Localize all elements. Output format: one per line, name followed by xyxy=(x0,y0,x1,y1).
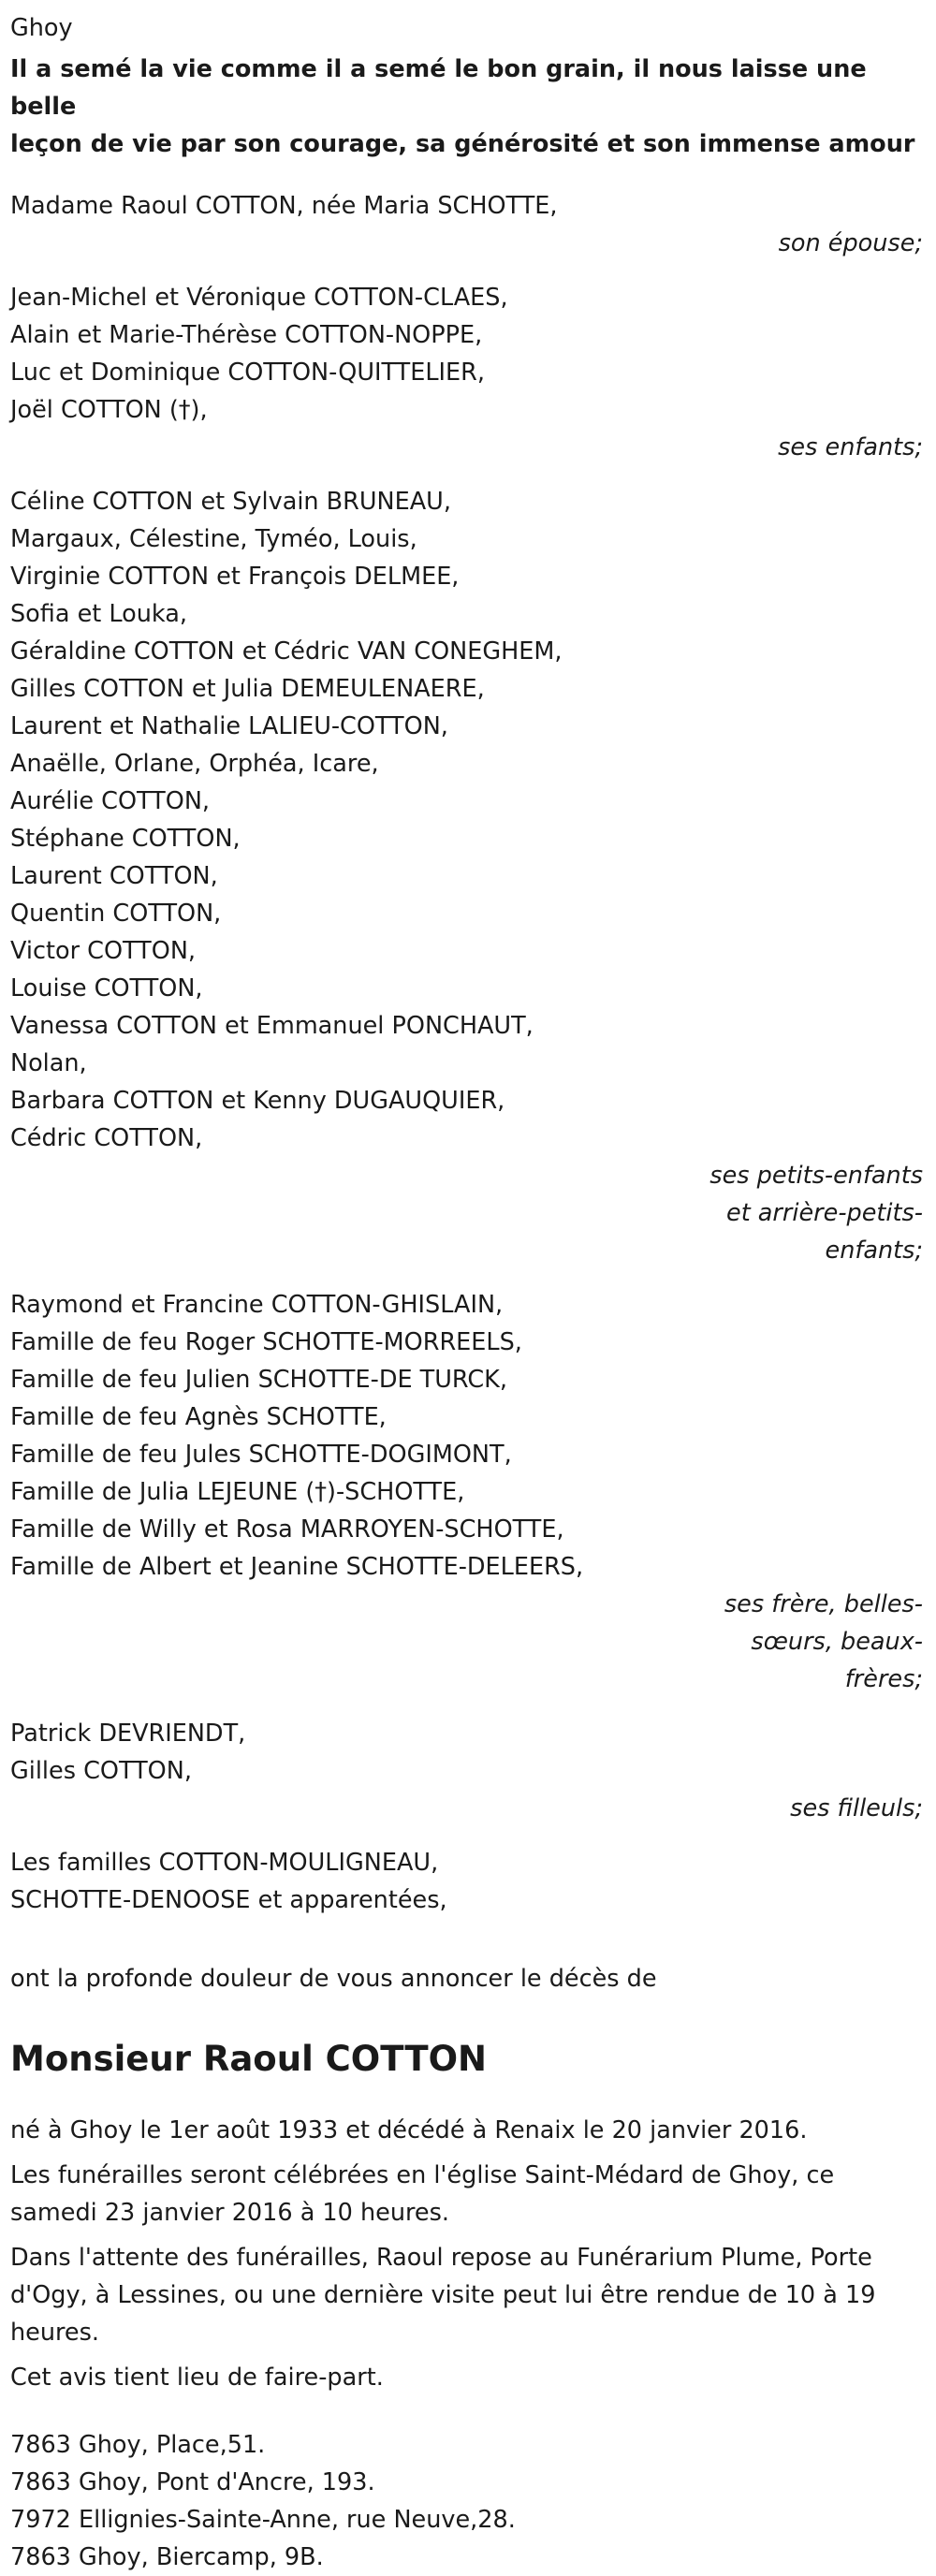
family-member-line: Nolan, xyxy=(10,1049,87,1077)
family-member-line: Famille de feu Julien SCHOTTE-DE TURCK, xyxy=(10,1366,507,1394)
siblings-block xyxy=(10,1286,925,1698)
family-member-line: Famille de Albert et Jeanine SCHOTTE-DELEERS, xyxy=(10,1553,584,1581)
spouse-block xyxy=(10,187,925,262)
family-member-line: Gilles COTTON et Julia DEMEULENAERE, xyxy=(10,675,485,703)
role-line: enfants; xyxy=(825,1237,923,1265)
family-member-line: Cédric COTTON, xyxy=(10,1124,203,1152)
address-line: 7863 Ghoy, Pont d'Ancre, 193. xyxy=(10,2468,375,2496)
family-member-line: Victor COTTON, xyxy=(10,937,197,965)
address-line: 7863 Ghoy, Biercamp, 9B. xyxy=(10,2543,324,2571)
family-member-line: Margaux, Célestine, Tyméo, Louis, xyxy=(10,525,417,553)
role-line: sœurs, beaux- xyxy=(751,1628,923,1656)
detail-paragraph: Les funérailles seront célébrées en l'église Saint-Médard de Ghoy, ce samedi 23 janvier 2016 à 10 heures. xyxy=(10,2161,835,2227)
family-member-line: Louise COTTON, xyxy=(10,974,203,1003)
grandchildren-block xyxy=(10,483,925,1269)
city-heading: Ghoy xyxy=(10,14,73,42)
epitaph-line-2: leçon de vie par son courage, sa générosité et son immense amour xyxy=(10,130,915,158)
family-member-line: Les familles COTTON-MOULIGNEAU, xyxy=(10,1849,439,1877)
family-member-line: Luc et Dominique COTTON-QUITTELIER, xyxy=(10,359,485,387)
family-member-line: Joël COTTON (†), xyxy=(10,396,208,424)
role-line: ses frère, belles- xyxy=(724,1590,923,1618)
godchildren-role: ses filleuls; xyxy=(790,1794,923,1822)
epitaph-line-1: Il a semé la vie comme il a semé le bon grain, il nous laisse une belle xyxy=(10,55,867,121)
family-member-line: Laurent COTTON, xyxy=(10,862,218,890)
family-member-line: SCHOTTE-DENOOSE et apparentées, xyxy=(10,1886,447,1914)
family-member-line: Famille de feu Roger SCHOTTE-MORREELS, xyxy=(10,1328,522,1356)
role-line: et arrière-petits- xyxy=(726,1199,923,1227)
family-member-line: Stéphane COTTON, xyxy=(10,825,241,853)
family-member-line: Madame Raoul COTTON, née Maria SCHOTTE, xyxy=(10,192,558,220)
other-families-block xyxy=(10,1844,925,1919)
grandchildren-role xyxy=(10,1157,925,1269)
detail-paragraph: Dans l'attente des funérailles, Raoul repose au Funérarium Plume, Porte d'Ogy, à Lessines, ou une dernière visite peut lui être rendue de 10 à 19 heures. xyxy=(10,2244,876,2347)
family-member-line: Sofia et Louka, xyxy=(10,600,187,628)
family-member-line: Anaëlle, Orlane, Orphéa, Icare, xyxy=(10,750,379,778)
family-member-line: Famille de feu Jules SCHOTTE-DOGIMONT, xyxy=(10,1441,512,1469)
family-member-line: Virginie COTTON et François DELMEE, xyxy=(10,563,460,591)
family-member-line: Famille de Julia LEJEUNE (†)-SCHOTTE, xyxy=(10,1478,465,1506)
addresses-block xyxy=(10,2426,925,2576)
announcement-text: ont la profonde douleur de vous annoncer le décès de xyxy=(10,1965,657,1993)
siblings-role xyxy=(10,1586,925,1698)
family-member-line: Jean-Michel et Véronique COTTON-CLAES, xyxy=(10,284,508,312)
role-line: frères; xyxy=(844,1665,923,1693)
family-member-line: Aurélie COTTON, xyxy=(10,787,211,815)
role-line: ses petits-enfants xyxy=(709,1162,923,1190)
family-member-line: Gilles COTTON, xyxy=(10,1757,192,1785)
family-member-line: Laurent et Nathalie LALIEU-COTTON, xyxy=(10,712,448,740)
deceased-name: Monsieur Raoul COTTON xyxy=(10,2039,487,2079)
address-line: 7972 Ellignies-Sainte-Anne, rue Neuve,28. xyxy=(10,2506,516,2534)
spouse-role: son épouse; xyxy=(778,229,923,257)
details-block xyxy=(10,2112,925,2396)
family-member-line: Barbara COTTON et Kenny DUGAUQUIER, xyxy=(10,1087,505,1115)
family-member-line: Raymond et Francine COTTON-GHISLAIN, xyxy=(10,1291,504,1319)
family-member-line: Vanessa COTTON et Emmanuel PONCHAUT, xyxy=(10,1012,534,1040)
family-member-line: Famille de Willy et Rosa MARROYEN-SCHOTTE, xyxy=(10,1515,564,1544)
family-member-line: Céline COTTON et Sylvain BRUNEAU, xyxy=(10,488,451,516)
children-role: ses enfants; xyxy=(778,433,923,461)
godchildren-block xyxy=(10,1715,925,1827)
family-member-line: Patrick DEVRIENDT, xyxy=(10,1720,246,1748)
family-member-line: Quentin COTTON, xyxy=(10,900,222,928)
address-line: 7863 Ghoy, Place,51. xyxy=(10,2431,266,2459)
family-member-line: Alain et Marie-Thérèse COTTON-NOPPE, xyxy=(10,321,483,349)
family-member-line: Géraldine COTTON et Cédric VAN CONEGHEM, xyxy=(10,637,563,666)
detail-paragraph: Cet avis tient lieu de faire-part. xyxy=(10,2364,384,2392)
family-member-line: Famille de feu Agnès SCHOTTE, xyxy=(10,1403,387,1431)
children-block xyxy=(10,279,925,466)
detail-paragraph: né à Ghoy le 1er août 1933 et décédé à Renaix le 20 janvier 2016. xyxy=(10,2116,808,2144)
